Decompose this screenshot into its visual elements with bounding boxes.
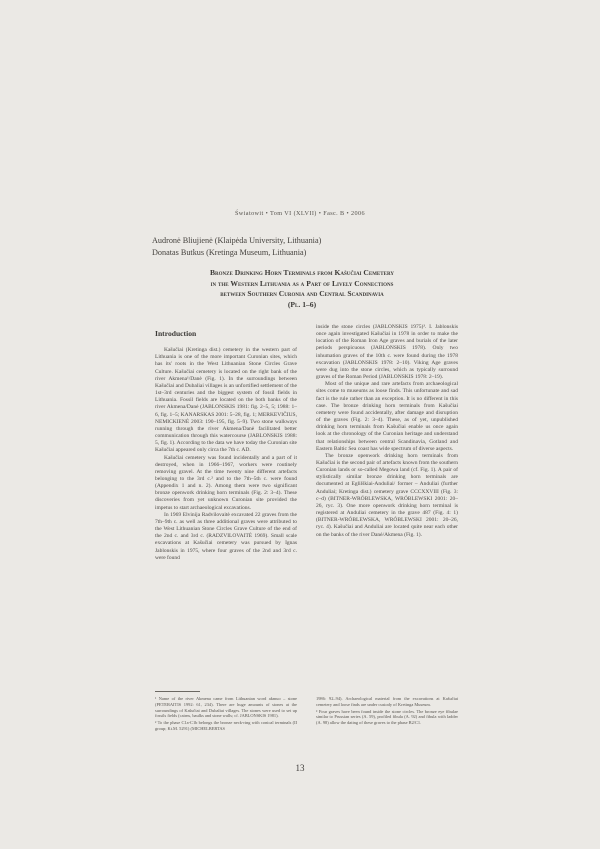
authors-block (152, 235, 452, 258)
paragraph: inside the stone circles (JABLONSKIS 1975)³. I. Jablonskis once again investigated Kašučiai in 1978 in order to make the location of the Roman Iron Age graves and burials of the later periods perspicuous (JABLONSKIS 1978). Only two inhumation graves of the 10th c. were found during the 1978 excavation (JABLONSKIS 1978: 2–10). Viking Age graves were dug into the stone circles, which as typically surround graves of the Roman Period (JABLONSKIS 1978: 2–19). (316, 324, 458, 381)
article-title (152, 268, 452, 310)
page-number: 13 (295, 763, 305, 773)
paragraph: Kašučiai (Kretinga dist.) cemetery in the western part of Lithuania is one of the more important Curonian sites, which has its' roots in the West Lithuanian Stone Circles Grave Culture. Kašučiai cemetery is located on the right bank of the river Akmena¹/Danė (Fig. 1). In the surroundings between Kašučiai and Dubaliai villages is an unfortified settlement of the 1st–3rd centuries and the biggest system of fossil fields in Lithuania. Fossil fields are located on the both banks of the river Akmena/Danė (JABLONSKIS 1981: fig. 2–5, 5; 1988: 1–6, fig. 1–5; KANARSKAS 2001: 5–28, fig. 1; MERKEVIČIUS, NEMICKIENĖ 2003: 190–195, fig. 5–9). Two stone walkways running through the river Akmena/Danė facilitated better communication through this watercourse (JABLONSKIS 1988: 5, fig. 1). According to the data we have today the Curonian site Kašučiai appeared only circa the 7th c. AD. (155, 347, 297, 454)
right-column (316, 324, 458, 539)
title-line: between Southern Curonia and Central Scandinavia (220, 289, 384, 299)
paragraph: Most of the unique and rare artefacts from archaeological sites come to museums as loose finds. This unfortunate and sad fact is the rule rather than an exception. It is no different in this case. The bronze drinking horn terminals from Kašučiai cemetery were found accidentally, after damage and disruption of the graves (Fig. 2: 3–4). These, as of yet, unpublished drinking horn terminals from Kašučiai enable us once again look at the chronology of the Curonian heritage and understand that relationships between central Scandinavia, Gotland and Eastern Baltic Sea coast has wide spectrum of diverse aspects. (316, 381, 458, 452)
title-plates: (Pl. 1–6) (287, 299, 317, 309)
footnote-rule (155, 691, 200, 692)
title-line: Bronze Drinking Horn Terminals from Kašučiai Cemetery (209, 268, 394, 277)
paragraph: Kašučiai cemetery was found incidentally and a part of it destroyed, when in 1966–1967, workers were routinely removing gravel. At the time twenty nine different artefacts belonging to the 3rd c.² and to the 7th–5th c. were found (Appendix 1 and n. 2). Among them were two significant bronze openwork drinking horn terminals (Fig. 2: 3–4). These discoveries from yet unknown Curonian site provided the impetus to start archaeological excavations. (155, 454, 297, 511)
author-line: Donatas Butkus (Kretinga Museum, Lithuania) (152, 247, 307, 257)
left-column (155, 324, 297, 562)
section-heading: Introduction (155, 329, 197, 338)
paragraph: In 1969 Elvinija Radvilovaitė excavated 22 graves from the 7th–9th c. as well as three additional graves were attributed to the West Lithuanian Stone Circles Grave Culture of the end of the 2nd c. and 3rd c. (RADZVILOVAITĖ 1969). Small scale excavations at Kašučiai cemetery was pursued by Ignas Jablonskis in 1975, where four graves of the 2nd and 3rd c. were found (155, 511, 297, 561)
paragraph: The bronze openwork drinking horn terminals from Kašučiai is the second pair of artefacts known from the southern Curonian lands or so-called Megowa land (cf. Fig. 1). A pair of stylistically similar bronze drinking horn terminals are documented at Eglilškiai-Anduliai/ former – Anduliai (further Anduliai; Kretinga dist.) cemetery grave CCCXXVIII (Fig. 3: c–d) (BITNER-WRÓBLEWSKA, WRÓBLEWSKI 2001: 20–26, ryc. 3). One more openwork drinking horn terminal is registered at Anduliai cemetery in the grave 487 (Fig. 4: 1) (BITNER-WRÓBLEWSKA, WRÓBLEWSKI 2001: 20–26, ryc. 4). Kašučiai and Anduliai are located quite near each other on the banks of the river Danė/Akmena (Fig. 1). (316, 452, 458, 538)
author-line: Audronė Bliujienė (Klaipėda University, Lithuania) (152, 236, 322, 245)
running-head: Światowit • Tom VI (XLVII) • Fasc. B • 2006 (234, 210, 366, 217)
footnote: ³ Four graves have been found inside the stone circles. The bronze eye fibulae similar to Prussian series (A. 59), profiled fibula (A. 92) and fibula with ladder (A. 98) allow the dating of these graves to the phase B2/C1. (316, 708, 458, 726)
footnotes-right (316, 696, 458, 727)
footnote: ² To the phase C1a-C1b belongs the bronze neck-ring with conical terminals (II group; Kt.M. 5291) (MICHELBERTAS (155, 720, 297, 731)
title-line: in the Western Lithuania as a Part of Lively Connections (210, 278, 394, 288)
footnote: ¹ Name of the river Akmena came from Lithuanian word akmuo – stone (PETERAITIS 1992: 61, 234). There are huge amounts of stones at the surroundings of Kašučiai and Dubaliai villages. The stones were used to set up fossils fields (cairns, baulks and stone walls; cf. JABLONSKIS 1981). (155, 696, 297, 719)
footnote: 1986: 92–94). Archaeological material from the excavations at Kašučiai cemetery and loose finds are under custody of Kretinga Museum. (316, 696, 458, 707)
footnotes-left (155, 696, 297, 733)
